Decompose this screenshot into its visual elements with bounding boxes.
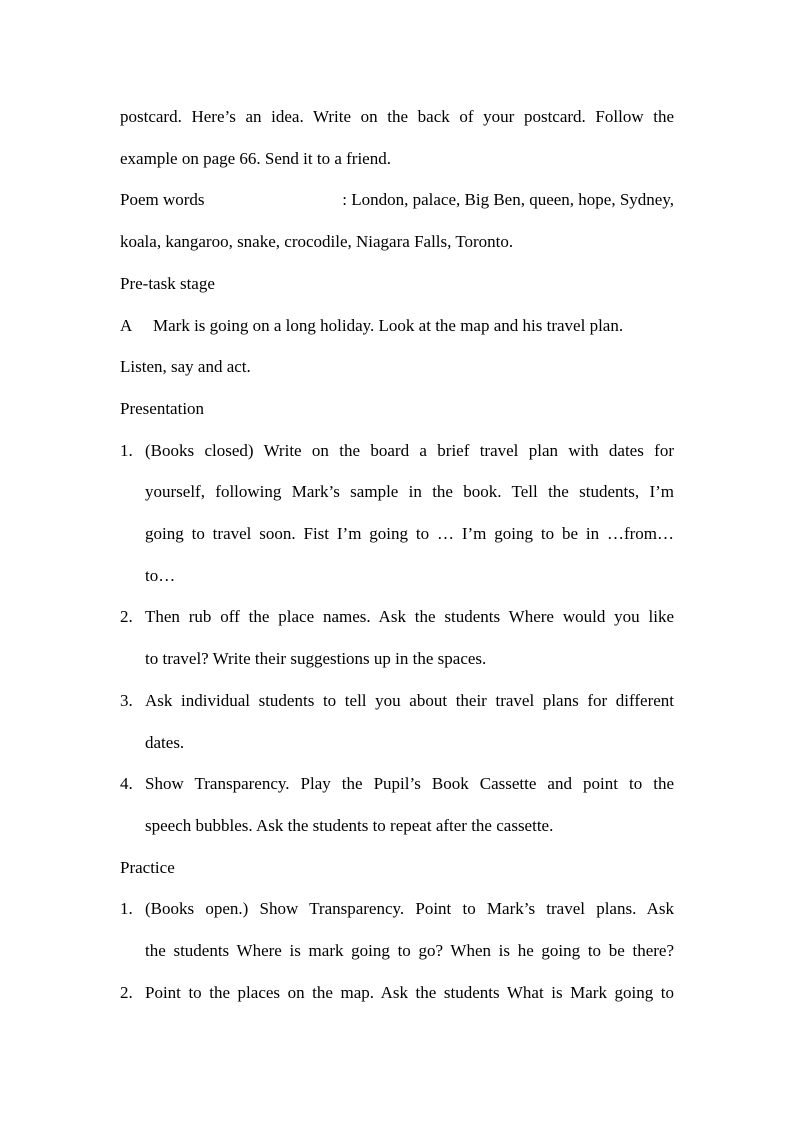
list-number: 1.: [120, 440, 133, 460]
section-a-letter: A: [120, 315, 133, 335]
list-line: to travel? Write their suggestions up in the spaces.: [145, 649, 487, 669]
presentation-item-3: [120, 680, 674, 763]
poem-words-row: [120, 179, 674, 221]
list-line: going to travel soon. Fist I’m going to … I’m going to be in …from…: [145, 524, 674, 544]
section-a-text: Mark is going on a long holiday. Look at the map and his travel plan.: [153, 315, 624, 335]
list-line: Show Transparency. Play the Pupil’s Book Cassette and point to the: [145, 774, 674, 794]
list-line: (Books open.) Show Transparency. Point to Mark’s travel plans. Ask: [145, 899, 674, 919]
poem-words-line-2: koala, kangaroo, snake, crocodile, Niagara Falls, Toronto.: [120, 232, 514, 252]
list-number: 4.: [120, 774, 133, 794]
presentation-item-1: [120, 430, 674, 597]
practice-item-1: [120, 888, 674, 971]
practice-heading: Practice: [120, 857, 175, 877]
pretask-heading: Pre-task stage: [120, 273, 215, 293]
poem-words-label: Poem words: [120, 190, 205, 210]
list-line: speech bubbles. Ask the students to repeat after the cassette.: [145, 815, 554, 835]
presentation-heading: Presentation: [120, 398, 205, 418]
list-line: (Books closed) Write on the board a brief travel plan with dates for: [145, 440, 674, 460]
list-line: yourself, following Mark’s sample in the book. Tell the students, I’m: [145, 482, 674, 502]
list-line: the students Where is mark going to go? When is he going to be there?: [145, 941, 674, 961]
list-line: Point to the places on the map. Ask the students What is Mark going to: [145, 982, 674, 1002]
list-number: 2.: [120, 607, 133, 627]
list-line: to…: [145, 565, 176, 585]
intro-line-2: example on page 66. Send it to a friend.: [120, 148, 391, 168]
section-a-line-1: [120, 305, 674, 347]
list-line: Ask individual students to tell you about their travel plans for different: [145, 690, 674, 710]
presentation-item-4: [120, 763, 674, 846]
document-body: [120, 96, 674, 1013]
presentation-item-2: [120, 596, 674, 679]
section-a-line-2: Listen, say and act.: [120, 357, 251, 377]
poem-words-list: : London, palace, Big Ben, queen, hope, Sydney,: [342, 190, 674, 210]
list-number: 1.: [120, 899, 133, 919]
list-line: Then rub off the place names. Ask the students Where would you like: [145, 607, 674, 627]
list-number: 3.: [120, 690, 133, 710]
practice-item-2: [120, 972, 674, 1014]
intro-line-1: postcard. Here’s an idea. Write on the back of your postcard. Follow the: [120, 107, 674, 126]
list-line: dates.: [145, 732, 185, 752]
list-number: 2.: [120, 982, 133, 1002]
